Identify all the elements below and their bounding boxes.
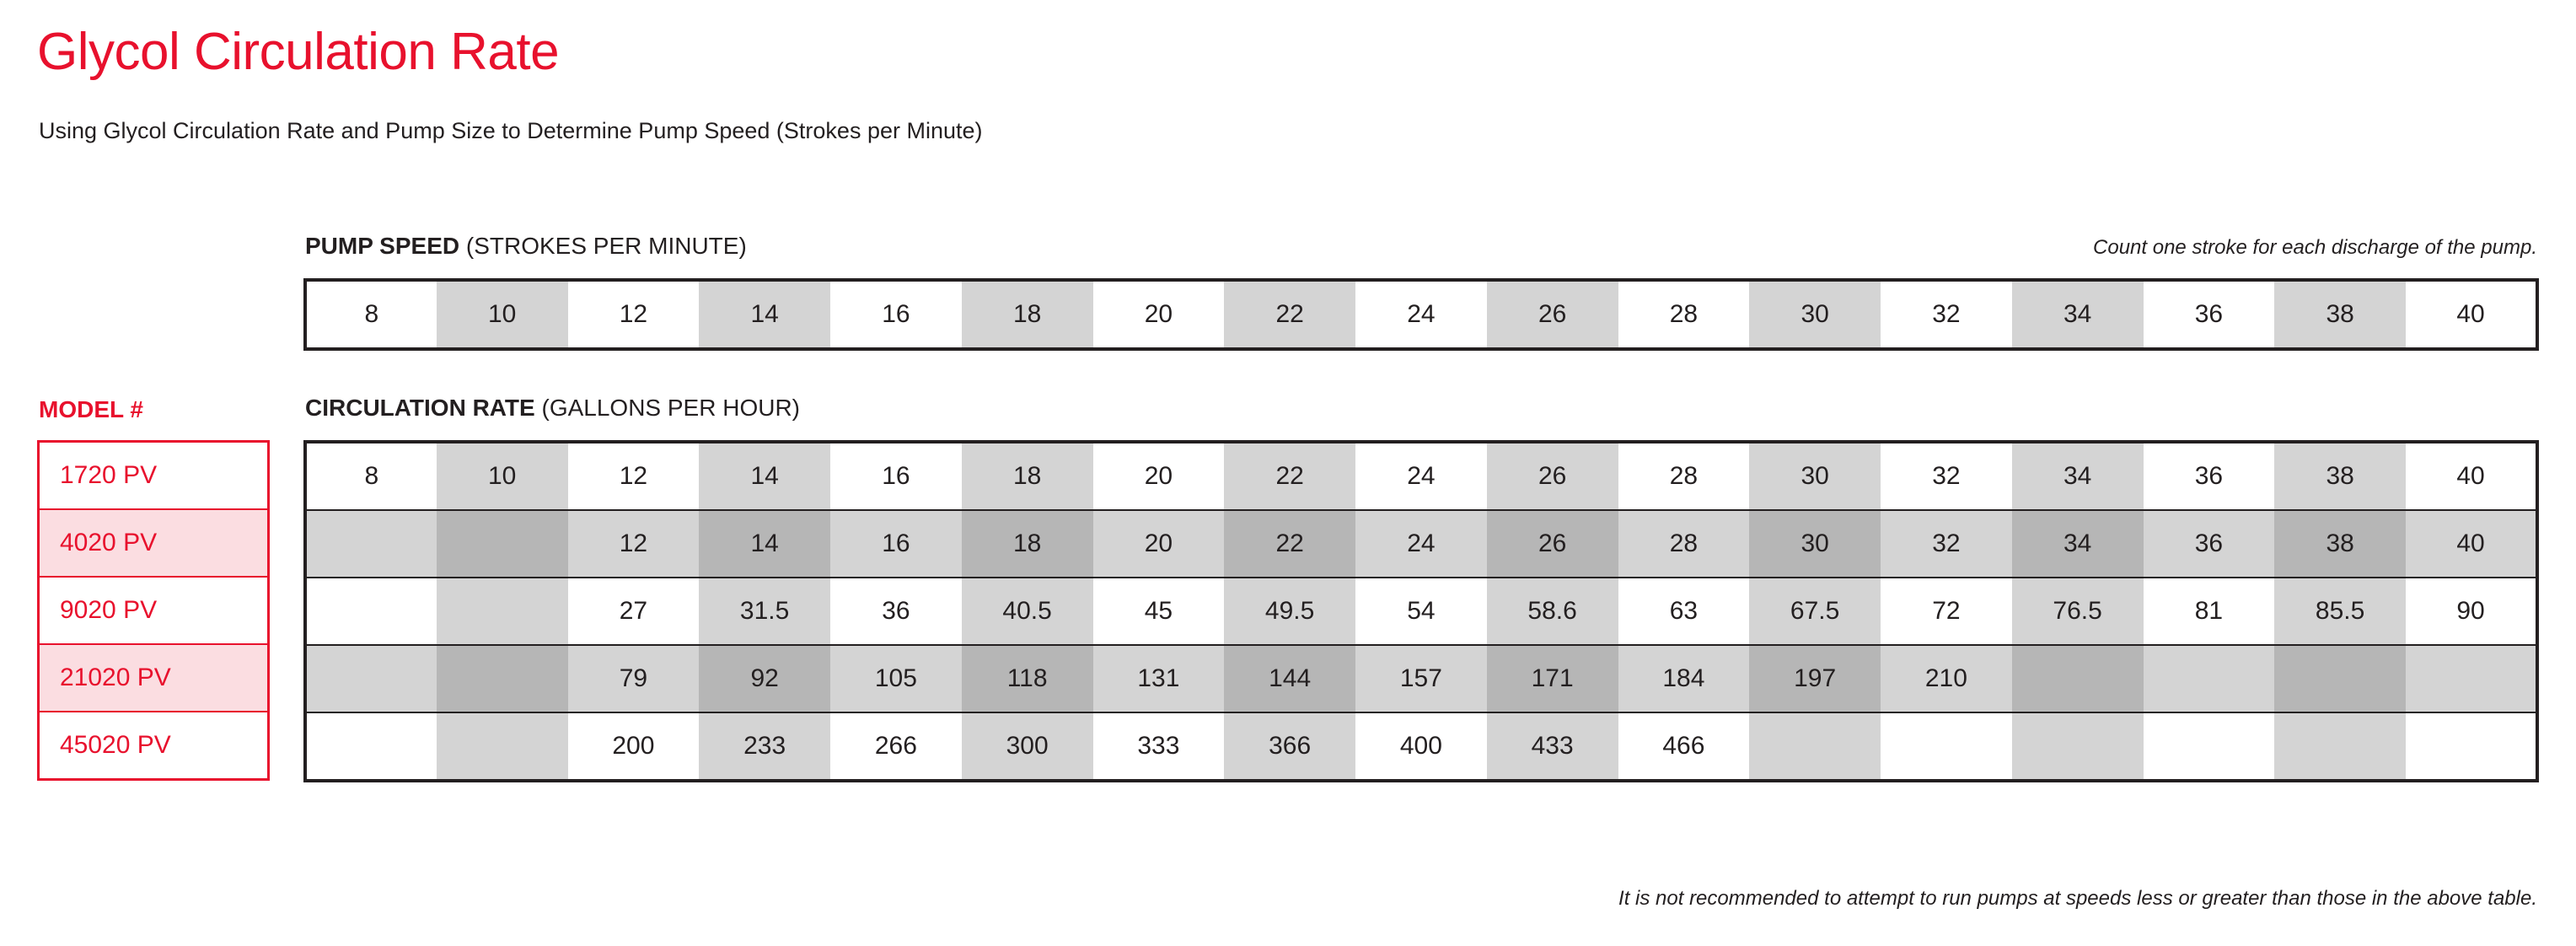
circulation-rate-cell [2144,645,2275,712]
pump-speed-cell: 34 [2012,280,2144,349]
circulation-rate-cell: 38 [2274,442,2406,510]
circulation-rate-cell: 18 [962,442,1093,510]
circulation-rate-cell: 12 [568,510,700,578]
table-row [305,578,2537,645]
model-name-cell: 4020 PV [39,509,269,577]
circulation-rate-cell: 466 [1618,712,1750,781]
circulation-rate-cell: 27 [568,578,700,645]
circulation-rate-cell: 26 [1487,442,1618,510]
pump-speed-cell: 12 [568,280,700,349]
circulation-rate-cell: 22 [1224,442,1355,510]
table-row [305,442,2537,510]
pump-speed-cell: 32 [1881,280,2012,349]
model-row [39,442,269,510]
circulation-rate-cell: 92 [699,645,830,712]
circulation-rate-cell: 118 [962,645,1093,712]
table-footnote: It is not recommended to attempt to run pumps at speeds less or greater than those in the above table. [1618,887,2537,910]
pump-speed-cell: 22 [1224,280,1355,349]
circulation-rate-cell: 58.6 [1487,578,1618,645]
pump-speed-cell: 36 [2144,280,2275,349]
circulation-rate-cell: 20 [1093,442,1225,510]
model-list [37,440,270,781]
circulation-rate-cell: 12 [568,442,700,510]
circulation-rate-cell [437,645,568,712]
table-row [305,510,2537,578]
page-title: Glycol Circulation Rate [37,23,560,81]
circulation-rate-cell [2406,645,2537,712]
circulation-rate-cell: 34 [2012,510,2144,578]
circulation-rate-cell: 79 [568,645,700,712]
pump-speed-heading-strong: PUMP SPEED [305,233,460,259]
circulation-rate-heading [305,395,800,422]
circulation-rate-cell [2274,712,2406,781]
circulation-rate-cell: 233 [699,712,830,781]
circulation-rate-cell: 266 [830,712,962,781]
circulation-rate-cell: 333 [1093,712,1225,781]
model-name-cell: 45020 PV [39,712,269,780]
circulation-rate-cell: 24 [1355,510,1487,578]
circulation-rate-cell: 38 [2274,510,2406,578]
circulation-rate-cell: 14 [699,442,830,510]
circulation-rate-cell [305,645,437,712]
circulation-rate-cell [1749,712,1881,781]
circulation-rate-cell: 85.5 [2274,578,2406,645]
model-row [39,712,269,780]
pump-speed-cell: 38 [2274,280,2406,349]
circulation-rate-grid [303,440,2539,782]
pump-speed-cell: 20 [1093,280,1225,349]
circulation-rate-cell [305,510,437,578]
circulation-rate-cell: 40 [2406,510,2537,578]
circulation-rate-cell [1881,712,2012,781]
circulation-rate-cell: 90 [2406,578,2537,645]
circulation-rate-cell: 30 [1749,510,1881,578]
circulation-rate-cell: 16 [830,442,962,510]
model-number-heading: MODEL # [39,396,143,422]
circulation-rate-cell: 22 [1224,510,1355,578]
model-grid [37,440,270,781]
circulation-rate-cell: 63 [1618,578,1750,645]
circulation-rate-cell: 157 [1355,645,1487,712]
model-row [39,509,269,577]
model-row [39,577,269,644]
circulation-rate-cell: 18 [962,510,1093,578]
pump-speed-cell: 14 [699,280,830,349]
model-row [39,644,269,712]
pump-speed-cell: 28 [1618,280,1750,349]
pump-speed-heading [305,233,747,260]
circulation-rate-cell: 49.5 [1224,578,1355,645]
circulation-rate-cell: 184 [1618,645,1750,712]
pump-speed-heading-rest: (STROKES PER MINUTE) [459,233,747,259]
pump-speed-grid [303,278,2539,351]
circulation-rate-cell: 31.5 [699,578,830,645]
pump-speed-cell: 26 [1487,280,1618,349]
circulation-rate-cell: 197 [1749,645,1881,712]
model-name-cell: 9020 PV [39,577,269,644]
circulation-rate-cell [2406,712,2537,781]
circulation-rate-cell: 67.5 [1749,578,1881,645]
pump-speed-cell: 40 [2406,280,2537,349]
circulation-rate-cell: 171 [1487,645,1618,712]
table-row [305,280,2537,349]
circulation-rate-cell: 14 [699,510,830,578]
table-row [305,645,2537,712]
circulation-rate-cell: 30 [1749,442,1881,510]
circulation-rate-cell: 144 [1224,645,1355,712]
circulation-rate-cell: 36 [830,578,962,645]
circulation-rate-cell: 400 [1355,712,1487,781]
circulation-rate-cell: 433 [1487,712,1618,781]
circulation-rate-cell: 20 [1093,510,1225,578]
circulation-rate-cell: 26 [1487,510,1618,578]
circulation-rate-cell [2274,645,2406,712]
circulation-rate-heading-rest: (GALLONS PER HOUR) [534,395,800,421]
circulation-rate-cell [2012,645,2144,712]
circulation-rate-cell: 200 [568,712,700,781]
circulation-rate-cell [437,578,568,645]
circulation-rate-cell: 8 [305,442,437,510]
circulation-rate-cell: 24 [1355,442,1487,510]
circulation-rate-cell: 40.5 [962,578,1093,645]
circulation-rate-cell: 210 [1881,645,2012,712]
circulation-rate-cell [305,578,437,645]
pump-speed-table [303,278,2539,351]
circulation-rate-cell [2144,712,2275,781]
model-name-cell: 1720 PV [39,442,269,510]
pump-speed-cell: 18 [962,280,1093,349]
model-name-cell: 21020 PV [39,644,269,712]
circulation-rate-heading-strong: CIRCULATION RATE [305,395,535,421]
circulation-rate-cell: 72 [1881,578,2012,645]
circulation-rate-cell: 131 [1093,645,1225,712]
circulation-rate-cell: 34 [2012,442,2144,510]
circulation-rate-cell: 10 [437,442,568,510]
pump-speed-cell: 8 [305,280,437,349]
page-subtitle: Using Glycol Circulation Rate and Pump Size to Determine Pump Speed (Strokes per Minute) [39,118,983,143]
circulation-rate-cell: 81 [2144,578,2275,645]
circulation-rate-cell [437,712,568,781]
circulation-rate-cell: 54 [1355,578,1487,645]
pump-speed-cell: 16 [830,280,962,349]
circulation-rate-cell: 45 [1093,578,1225,645]
circulation-rate-cell: 28 [1618,510,1750,578]
circulation-rate-cell [2012,712,2144,781]
circulation-rate-cell: 105 [830,645,962,712]
circulation-rate-cell: 300 [962,712,1093,781]
circulation-rate-cell: 16 [830,510,962,578]
pump-speed-cell: 30 [1749,280,1881,349]
circulation-rate-cell: 28 [1618,442,1750,510]
circulation-rate-cell: 76.5 [2012,578,2144,645]
circulation-rate-cell: 366 [1224,712,1355,781]
circulation-rate-cell: 32 [1881,510,2012,578]
circulation-rate-cell [305,712,437,781]
circulation-rate-cell: 32 [1881,442,2012,510]
circulation-rate-cell [437,510,568,578]
circulation-rate-table [303,440,2539,782]
circulation-rate-cell: 40 [2406,442,2537,510]
circulation-rate-cell: 36 [2144,510,2275,578]
pump-speed-cell: 10 [437,280,568,349]
circulation-rate-cell: 36 [2144,442,2275,510]
table-row [305,712,2537,781]
pump-speed-cell: 24 [1355,280,1487,349]
stroke-note: Count one stroke for each discharge of the pump. [2093,236,2537,259]
